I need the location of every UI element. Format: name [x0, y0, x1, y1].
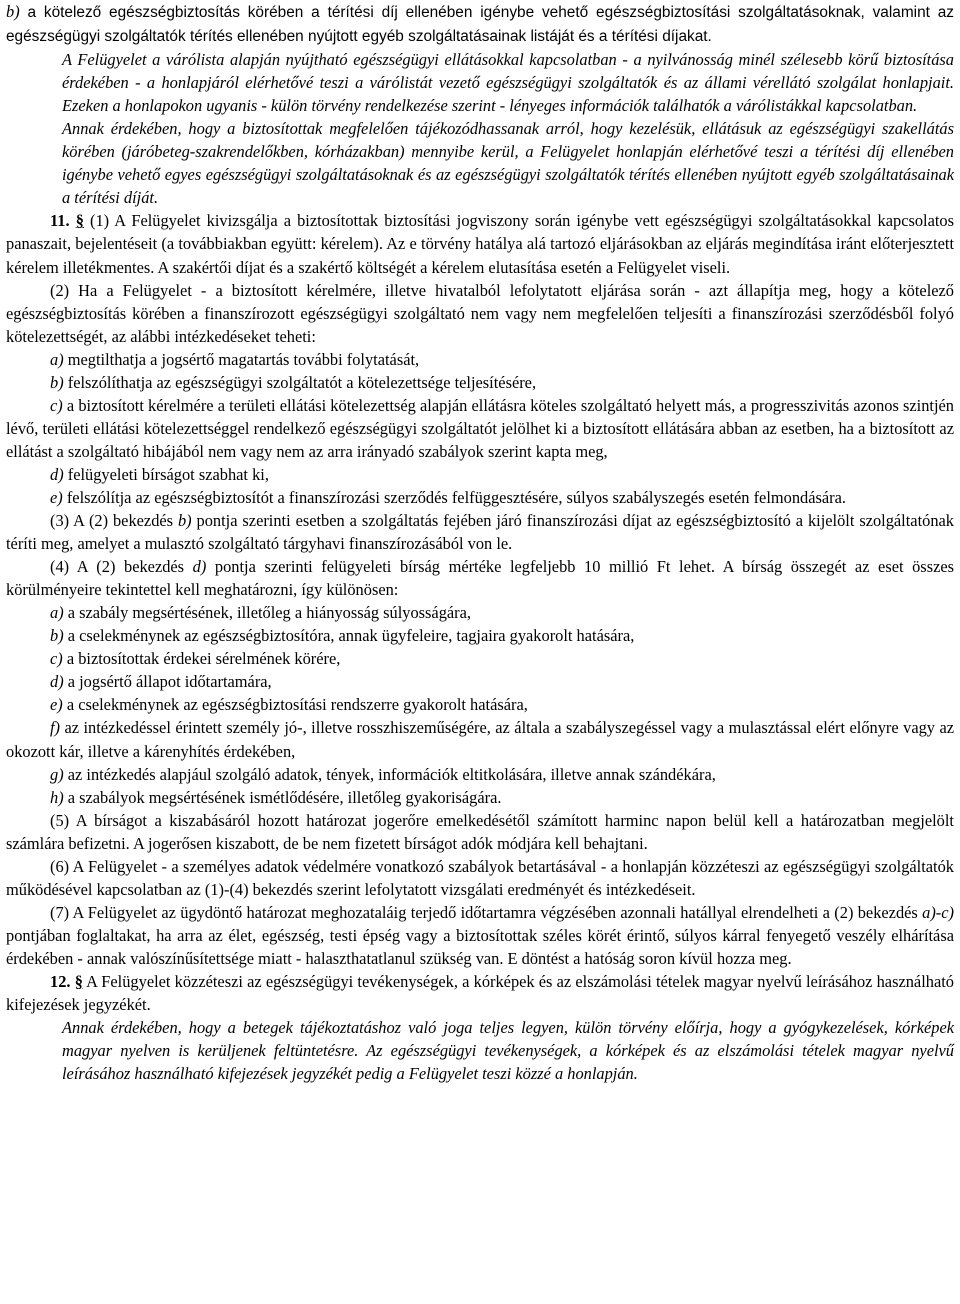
law-paragraph [6, 394, 954, 463]
text-run: f) [50, 718, 61, 738]
text-run: § [74, 971, 83, 991]
text-run: c) [50, 649, 63, 669]
commentary-paragraph [6, 1016, 954, 1085]
text-run: a biztosítottak érdekei sérelmének körére, [62, 649, 341, 669]
law-paragraph [6, 624, 954, 647]
law-paragraph [6, 786, 954, 809]
text-run: (4) A (2) bekezdés [50, 557, 193, 577]
text-run: pontjában foglaltakat, ha arra az élet, egészség, testi épség vagy a biztosítottak széles körét érintő, súlyos kárral fenyegető veszély elhárítása érdekében - annak valószínűsítettsége miatt - halaszthatatlanul szükség van. E döntést a hatóság soron kívül hozza meg. [6, 925, 954, 968]
law-paragraph [6, 371, 954, 394]
text-run: d) [50, 672, 64, 692]
law-paragraph [6, 693, 954, 716]
law-paragraph [6, 509, 954, 555]
text-run: a)-c) [922, 902, 954, 922]
text-run: felügyeleti bírságot szabhat ki, [63, 464, 269, 484]
law-paragraph [6, 463, 954, 486]
text-run: (1) A Felügyelet kivizsgálja a biztosítottak biztosítási jogviszony során igénybe vett egészségügyi szolgáltatásokkal kapcsolatos panaszait, bejelentéseit (a továbbiakban együtt: kérelem). Az e törvény hatálya alá tartozó eljárásokban az eljárás megindítása iránt előterjesztett kérelem illetékmentes. A szakértői díjat és a szakértő költségét a kérelem elutasítása esetén a Felügyelet viseli. [6, 211, 954, 277]
text-run: (2) Ha a Felügyelet - a biztosított kérelmére, illetve hivatalból lefolytatott eljárása során - azt állapítja meg, hogy a kötelező egészségbiztosítás körében a finanszírozott egészségügyi szolgáltató nem vagy nem megfelelően teljesíti a finanszírozási szerződésből folyó kötelezettségét, az alábbi intézkedéseket teheti: [6, 280, 954, 346]
text-run: e) [50, 695, 63, 715]
text-run: a cselekménynek az egészségbiztosítóra, annak ügyfeleire, tagjaira gyakorolt hatására, [63, 626, 635, 646]
law-paragraph [6, 716, 954, 762]
text-run: § [75, 211, 84, 231]
commentary-paragraph [6, 48, 954, 117]
text-run: (6) A Felügyelet - a személyes adatok védelmére vonatkozó szabályok betartásával - a honlapján közzéteszi az egészségügyi szolgáltatók működésével kapcsolatban az (1)-(4) bekezdés szerint lefolytatott vizsgálati eredményét és intézkedéseit. [6, 856, 954, 899]
text-run: h) [50, 787, 64, 807]
text-run: az intézkedés alapjául szolgáló adatok, tények, információk eltitkolására, illetve annak szándékára, [63, 764, 716, 784]
text-run: az intézkedéssel érintett személy jó-, illetve rosszhiszeműségére, az általa a szabályszegéssel vagy a mulasztással elért előnyre vagy az okozott kár, illetve a kárenyhítés érdekében, [6, 718, 954, 761]
law-paragraph [6, 855, 954, 901]
text-run: e) [50, 487, 63, 507]
law-paragraph [6, 670, 954, 693]
law-paragraph [6, 0, 954, 48]
text-run: Annak érdekében, hogy a betegek tájékoztatáshoz való joga teljes legyen, külön törvény előírja, hogy a gyógykezelések, kórképek magyar nyelven is kerüljenek feltüntetésre. Az egészségügyi tevékenységek, a kórképek és az elszámolási tételek magyar nyelvű leírásához használható kifejezések jegyzékét pedig a Felügyelet teszi közzé a honlapján. [62, 1018, 954, 1084]
text-run: c) [50, 395, 63, 415]
text-run: (3) A (2) bekezdés [50, 511, 178, 531]
law-paragraph [6, 763, 954, 786]
law-paragraph [6, 601, 954, 624]
law-paragraph [6, 279, 954, 348]
law-paragraph [6, 901, 954, 970]
text-run: megtilthatja a jogsértő magatartás további folytatását, [63, 349, 420, 369]
text-run: a szabályok megsértésének ismétlődésére, illetőleg gyakoriságára. [63, 787, 502, 807]
text-run: (5) A bírságot a kiszabásáról hozott határozat jogerőre emelkedésétől számított harminc napon belül kell a határozatban megjelölt számlára befizetni. A jogerősen kiszabott, de be nem fizetett bírságot adók módjára kell behajtani. [6, 810, 954, 853]
law-paragraph [6, 809, 954, 855]
text-run: 11. [50, 211, 70, 231]
law-paragraph [6, 486, 954, 509]
law-paragraph [6, 209, 954, 278]
law-paragraph [6, 970, 954, 1016]
text-run: d) [50, 464, 64, 484]
text-run: A Felügyelet közzéteszi az egészségügyi tevékenységek, a kórképek és az elszámolási tételek magyar nyelvű leírásához használható kifejezések jegyzékét. [6, 971, 954, 1015]
text-run: b) [50, 372, 64, 392]
law-paragraph [6, 647, 954, 670]
text-run: 12. [50, 971, 71, 991]
text-run: a cselekménynek az egészségbiztosítási rendszerre gyakorolt hatására, [62, 695, 528, 715]
text-run: b) [50, 626, 64, 646]
text-run: felszólítja az egészségbiztosítót a finanszírozási szerződés felfüggesztésére, súlyos szabályszegés esetén felmondására. [62, 487, 846, 507]
commentary-paragraph [6, 117, 954, 209]
text-run: a biztosított kérelmére a területi ellátási kötelezettség alapján ellátásra köteles szolgáltató helyett más, a progresszivitás azonos szintjén lévő, területi ellátási kötelezettséggel rendelkező egészségügyi szolgáltatót jelölhet ki a biztosított ellátására abban az esetben, ha a biztosított az ellátást a szolgáltató hibájából nem vagy nem az arra irányadó szabályok szerint kapta meg, [6, 395, 954, 461]
text-run: b) [6, 2, 20, 21]
text-run: Annak érdekében, hogy a biztosítottak megfelelően tájékozódhassanak arról, hogy kezelésük, ellátásuk az egészségügyi szakellátás körében (járóbeteg-szakrendelőkben, kórházakban) mennyibe kerül, a Felügyelet honlapján elérhetővé teszi a térítési díj ellenében igénybe vehető egyes egészségügyi szolgáltatásoknak és az egészségügyi szolgáltatók térítés ellenében nyújtott egyéb szolgáltatásainak a térítési díját. [62, 119, 954, 208]
law-paragraph [6, 348, 954, 371]
text-run: g) [50, 764, 64, 784]
text-run: b) [177, 511, 192, 531]
text-run: a kötelező egészségbiztosítás körében a térítési díj ellenében igénybe vehető egészségbiztosítási szolgáltatásoknak, valamint az egészségügyi szolgáltatók térítés ellenében nyújtott egyéb szolgáltatásainak listáját és a térítési díjakat. [6, 4, 954, 46]
text-run: felszólíthatja az egészségügyi szolgáltatót a kötelezettsége teljesítésére, [63, 372, 537, 392]
text-run: d) [192, 557, 207, 577]
text-run: (7) A Felügyelet az ügydöntő határozat meghozataláig terjedő időtartamra végzésében azonnali hatállyal elrendelheti a (2) bekezdés [50, 902, 923, 922]
text-run: a szabály megsértésének, illetőleg a hiányosság súlyosságára, [63, 603, 472, 623]
law-paragraph [6, 555, 954, 601]
text-run: A Felügyelet a várólista alapján nyújtható egészségügyi ellátásokkal kapcsolatban - a nyilvánosság minél szélesebb körű biztosítása érdekében - a honlapjáról elérhetővé teszi a várólistát vezető egészségügyi szolgáltatók és az állami vérellátó szolgálat honlapjait. Ezeken a honlapokon ugyanis - külön törvény rendelkezése szerint - lényeges információk találhatók a várólistákkal kapcsolatban. [62, 50, 954, 116]
text-run: pontja szerinti felügyeleti bírság mértéke legfeljebb 10 millió Ft lehet. A bírság összegét az eset összes körülményeire tekintettel kell meghatározni, így különösen: [6, 557, 954, 600]
text-run: a jogsértő állapot időtartamára, [63, 672, 272, 692]
text-run: a) [50, 603, 64, 623]
text-run: a) [50, 349, 64, 369]
text-run: pontja szerinti esetben a szolgáltatás fejében járó finanszírozási díjat az egészségbiztosító a kijelölt szolgáltatónak téríti meg, amelyet a mulasztó szolgáltató tárgyhavi finanszírozásából von le. [6, 511, 954, 554]
